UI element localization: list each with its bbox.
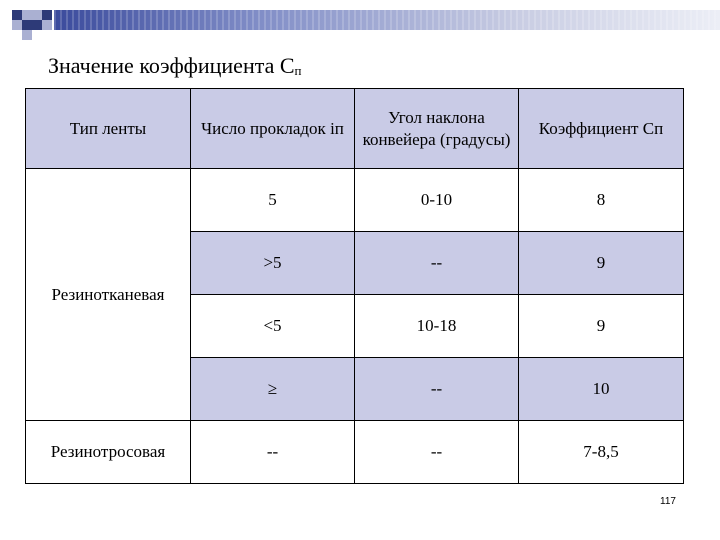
decor-square xyxy=(22,10,32,20)
coefficient-cell: 9 xyxy=(519,295,684,358)
decorative-top-strip xyxy=(0,0,720,40)
header-coefficient: Коэффициент Сп xyxy=(519,89,684,169)
ply-count-cell: 5 xyxy=(191,169,355,232)
slide-title-main: Значение коэффициента С xyxy=(48,53,295,78)
table-row xyxy=(26,421,684,484)
decor-square xyxy=(12,20,22,30)
decor-square xyxy=(42,10,52,20)
header-belt-type: Тип ленты xyxy=(26,89,191,169)
page-number: 117 xyxy=(660,496,676,507)
table-header-row xyxy=(26,89,684,169)
coefficient-cell: 7-8,5 xyxy=(519,421,684,484)
ply-count-cell: >5 xyxy=(191,232,355,295)
ply-count-cell: <5 xyxy=(191,295,355,358)
header-incline-angle: Угол наклона конвейера (градусы) xyxy=(355,89,519,169)
angle-cell: 10-18 xyxy=(355,295,519,358)
decor-square xyxy=(22,20,32,30)
coefficient-cell: 9 xyxy=(519,232,684,295)
angle-cell: -- xyxy=(355,232,519,295)
decor-square xyxy=(42,20,52,30)
decor-stripes xyxy=(54,10,720,30)
angle-cell: 0-10 xyxy=(355,169,519,232)
ply-count-cell: -- xyxy=(191,421,355,484)
decor-square xyxy=(32,10,42,20)
header-ply-count: Число прокладок iп xyxy=(191,89,355,169)
coefficient-cell: 10 xyxy=(519,358,684,421)
decor-square xyxy=(22,30,32,40)
slide-title xyxy=(48,52,302,85)
ply-count-cell: ≥ xyxy=(191,358,355,421)
table-row xyxy=(26,169,684,232)
belt-type-cell: Резинотросовая xyxy=(26,421,191,484)
belt-type-cell: Резинотканевая xyxy=(26,169,191,421)
coefficient-cell: 8 xyxy=(519,169,684,232)
slide-title-subscript: п xyxy=(294,63,302,78)
coefficient-table xyxy=(25,88,684,484)
angle-cell: -- xyxy=(355,421,519,484)
angle-cell: -- xyxy=(355,358,519,421)
decor-square xyxy=(32,20,42,30)
decor-square xyxy=(12,10,22,20)
